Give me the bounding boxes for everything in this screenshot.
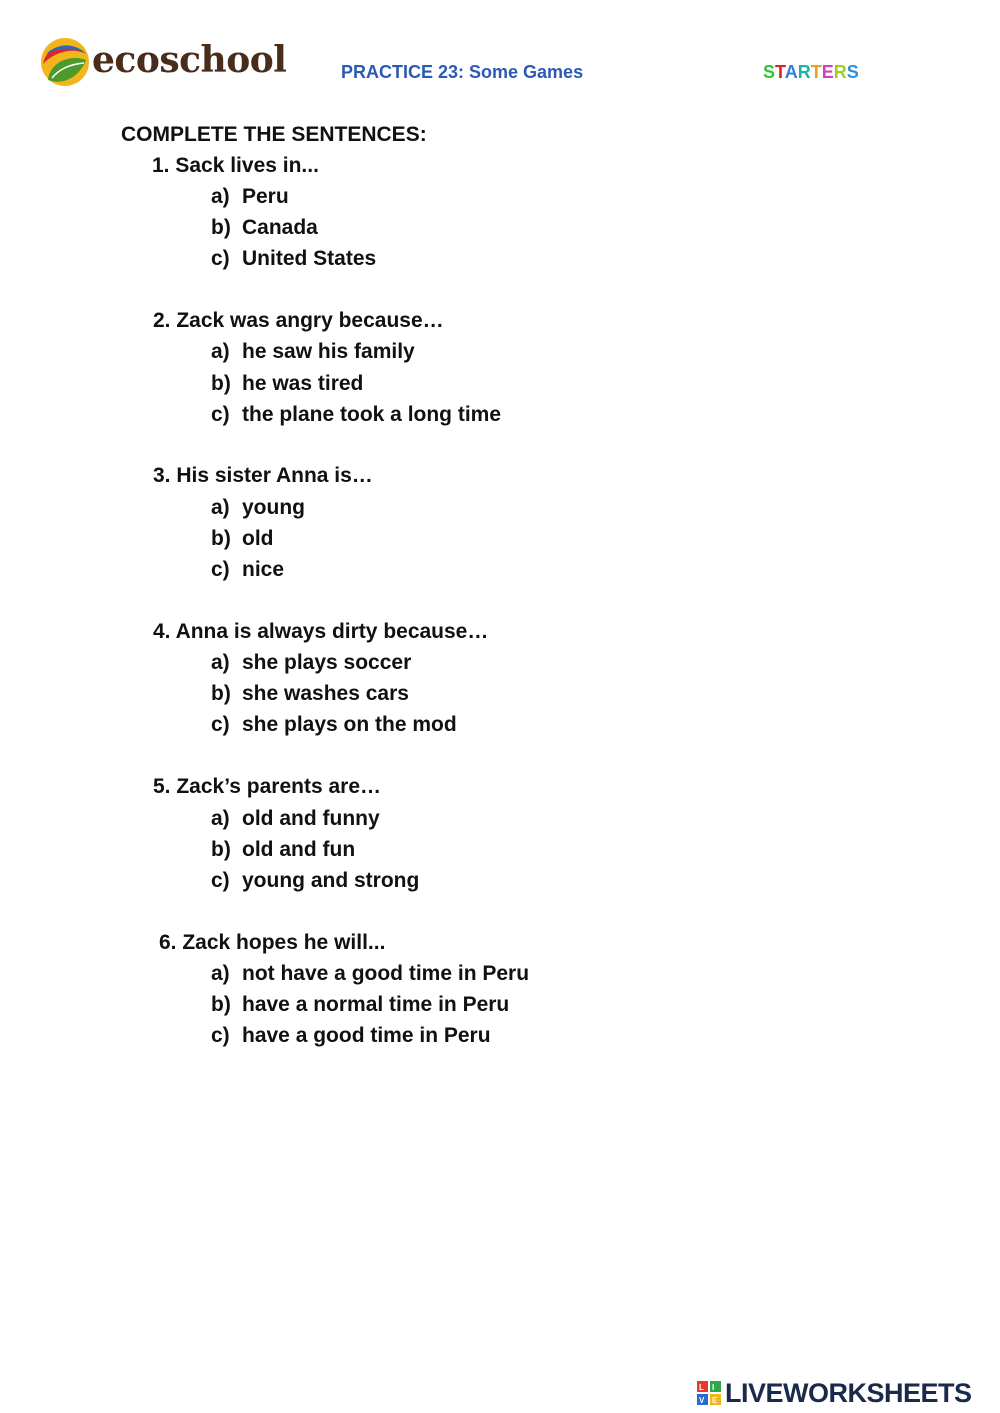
question-6-option-a[interactable]	[211, 961, 529, 987]
option-text: she plays on the mod	[242, 713, 457, 736]
option-text: old and fun	[242, 838, 356, 861]
option-text: the plane took a long time	[242, 403, 502, 426]
question-4-option-b[interactable]	[211, 681, 409, 707]
option-text: have a good time in Peru	[242, 1024, 491, 1047]
option-letter: b)	[211, 527, 231, 550]
option-letter: a)	[211, 496, 230, 519]
svg-text:I: I	[712, 1383, 715, 1392]
level-letter: R	[833, 62, 847, 82]
option-letter: b)	[211, 682, 231, 705]
question-6-option-b[interactable]	[211, 992, 509, 1018]
level-letter: T	[775, 62, 785, 82]
question-5: 5. Zack’s parents are…	[153, 775, 382, 798]
option-text: she washes cars	[242, 682, 409, 705]
option-letter: b)	[211, 372, 231, 395]
question-2-option-a[interactable]	[211, 339, 415, 365]
question-4-option-c[interactable]	[211, 712, 457, 738]
question-1-option-a[interactable]	[211, 184, 289, 210]
instructions-heading: COMPLETE THE SENTENCES:	[121, 123, 427, 146]
option-letter: b)	[211, 993, 231, 1016]
question-5-option-a[interactable]	[211, 806, 380, 832]
level-letter: R	[797, 62, 811, 82]
option-letter: a)	[211, 185, 230, 208]
option-text: she plays soccer	[242, 651, 412, 674]
ecoschool-emblem-icon	[40, 36, 90, 88]
svg-text:L: L	[699, 1383, 704, 1392]
question-4-option-a[interactable]	[211, 650, 411, 676]
option-text: have a normal time in Peru	[242, 993, 510, 1016]
option-text: young and strong	[242, 869, 420, 892]
question-6-option-c[interactable]	[211, 1023, 491, 1049]
liveworksheets-logo-icon	[697, 1381, 721, 1405]
svg-text:V: V	[699, 1396, 705, 1405]
question-4: 4. Anna is always dirty because…	[153, 620, 489, 643]
option-letter: a)	[211, 651, 230, 674]
question-3-option-c[interactable]	[211, 557, 284, 583]
practice-title: PRACTICE 23: Some Games	[341, 62, 584, 82]
liveworksheets-footer	[697, 1378, 997, 1408]
option-letter: b)	[211, 838, 231, 861]
question-6: 6. Zack hopes he will...	[159, 931, 386, 954]
svg-text:E: E	[712, 1396, 718, 1405]
question-5-option-b[interactable]	[211, 837, 355, 863]
level-letter: E	[821, 62, 834, 82]
option-text: old	[242, 527, 274, 550]
option-letter: c)	[211, 403, 230, 426]
question-2-option-b[interactable]	[211, 371, 363, 397]
question-1-option-b[interactable]	[211, 215, 318, 241]
level-letter: S	[846, 62, 859, 82]
question-5-option-c[interactable]	[211, 868, 419, 894]
option-text: he saw his family	[242, 340, 415, 363]
option-text: he was tired	[242, 372, 364, 395]
question-1-option-c[interactable]	[211, 246, 376, 272]
logo-text: ecoschool	[92, 39, 287, 81]
option-letter: a)	[211, 962, 230, 985]
option-text: Canada	[242, 216, 318, 239]
option-text: old and funny	[242, 807, 380, 830]
question-2-option-c[interactable]	[211, 402, 501, 428]
option-letter: c)	[211, 247, 230, 270]
option-letter: a)	[211, 340, 230, 363]
option-letter: c)	[211, 869, 230, 892]
question-1: 1. Sack lives in...	[152, 154, 319, 177]
option-letter: b)	[211, 216, 231, 239]
level-letter: T	[810, 62, 822, 82]
option-letter: c)	[211, 713, 230, 736]
option-text: Peru	[242, 185, 289, 208]
question-3: 3. His sister Anna is…	[153, 464, 373, 487]
level-letter: A	[784, 62, 798, 82]
footer-brand: LIVEWORKSHEETS	[725, 1378, 972, 1408]
question-2: 2. Zack was angry because…	[153, 309, 444, 332]
level-badge	[763, 61, 859, 83]
option-text: young	[242, 496, 305, 519]
option-letter: a)	[211, 807, 230, 830]
option-letter: c)	[211, 1024, 230, 1047]
question-3-option-b[interactable]	[211, 526, 274, 552]
question-3-option-a[interactable]	[211, 495, 305, 521]
option-text: United States	[242, 247, 377, 270]
option-text: nice	[242, 558, 285, 581]
option-text: not have a good time in Peru	[242, 962, 530, 985]
level-letter: S	[763, 62, 776, 82]
option-letter: c)	[211, 558, 230, 581]
ecoschool-logo	[40, 36, 287, 88]
